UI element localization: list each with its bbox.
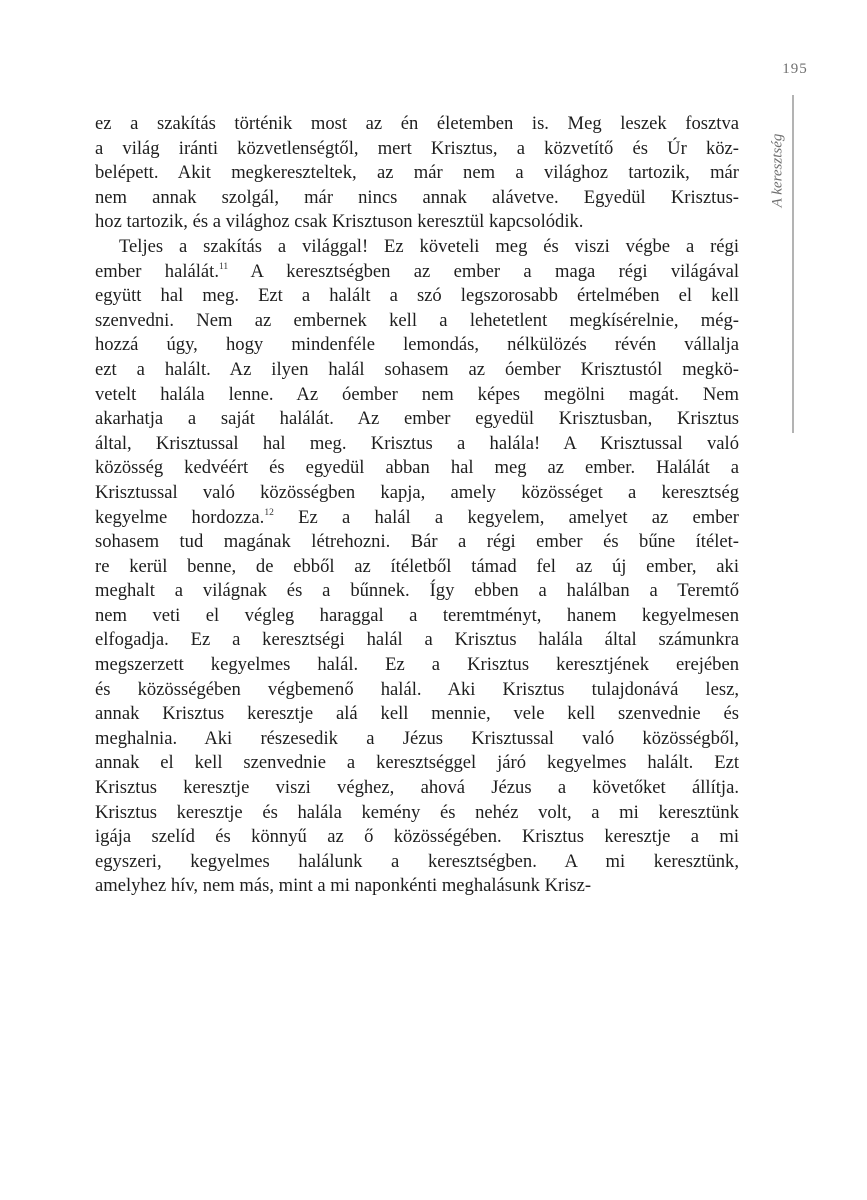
line-text: sohasem tud magának létrehozni. Bár a régi ember és bűne ítélet- <box>95 531 739 553</box>
text-line <box>95 751 739 776</box>
line-text: meghalnia. Aki részesedik a Jézus Krisztussal való közösségből, <box>95 727 739 749</box>
text-line <box>95 579 739 604</box>
text-line <box>95 678 739 703</box>
margin-rule <box>792 95 794 433</box>
line-text: annak Krisztus keresztje alá kell mennie, vele kell szenvednie és <box>95 703 739 725</box>
line-text: kegyelme hordozza. <box>95 506 265 528</box>
line-text: együtt hal meg. Ezt a halált a szó legszorosabb értelmében el kell <box>95 285 739 307</box>
line-text-continued: A keresztségben az ember a maga régi világával <box>228 260 739 282</box>
text-line <box>95 776 739 801</box>
line-text: által, Krisztussal hal meg. Krisztus a halála! A Krisztussal való <box>95 432 739 454</box>
line-text-continued: Ez a halál a kegyelem, amelyet az ember <box>273 506 739 528</box>
text-line <box>95 235 739 260</box>
line-text: és közösségében végbemenő halál. Aki Krisztus tulajdonává lesz, <box>95 678 739 700</box>
text-line <box>95 407 739 432</box>
text-line <box>95 555 739 580</box>
text-line <box>95 112 739 137</box>
text-line <box>95 161 739 186</box>
running-head-text: A keresztség <box>769 133 786 207</box>
line-text: ember halálát. <box>95 260 219 282</box>
text-line <box>95 284 739 309</box>
text-line <box>95 186 739 211</box>
line-text: hozzá úgy, hogy mindenféle lemondás, nélkülözés révén vállalja <box>95 334 739 356</box>
text-line <box>95 309 739 334</box>
line-text: meghalt a világnak és a bűnnek. Így ebben a halálban a Teremtő <box>95 580 739 602</box>
body-text <box>95 112 739 899</box>
text-line <box>95 432 739 457</box>
text-line <box>95 481 739 506</box>
footnote-marker: 11 <box>219 261 229 272</box>
line-text: ez a szakítás történik most az én életemben is. Meg leszek fosztva <box>95 113 739 134</box>
text-line <box>95 530 739 555</box>
text-line <box>95 333 739 358</box>
text-line <box>95 874 739 899</box>
text-line <box>95 137 739 162</box>
line-text: nem veti el végleg haraggal a teremtményt, hanem kegyelmesen <box>95 604 739 626</box>
line-text: Krisztus keresztje és halála kemény és nehéz volt, a mi keresztünk <box>95 801 739 823</box>
line-text: egyszeri, kegyelmes halálunk a keresztségben. A mi keresztünk, <box>95 850 739 872</box>
line-text: annak el kell szenvednie a keresztséggel járó kegyelmes halált. Ezt <box>95 752 739 774</box>
text-line <box>95 260 739 285</box>
line-text: Teljes a szakítás a világgal! Ez követeli meg és viszi végbe a régi <box>119 235 739 257</box>
page-number: 195 <box>782 61 808 77</box>
text-line <box>95 825 739 850</box>
line-text: re kerül benne, de ebből az ítéletből támad fel az új ember, aki <box>95 555 739 577</box>
line-text: Krisztus keresztje viszi véghez, ahová Jézus a követőket állítja. <box>95 777 739 799</box>
text-line <box>95 850 739 875</box>
text-line <box>95 702 739 727</box>
line-text: akarhatja a saját halálát. Az ember egyedül Krisztusban, Krisztus <box>95 408 739 430</box>
line-text: ezt a halált. Az ilyen halál sohasem az óember Krisztustól megkö- <box>95 358 739 380</box>
line-text: belépett. Akit megkereszteltek, az már nem a világhoz tartozik, már <box>95 162 739 184</box>
line-text: közösség kedvéért és egyedül abban hal meg az ember. Halálát a <box>95 457 739 479</box>
line-text: Krisztussal való közösségben kapja, amely közösséget a keresztség <box>95 481 739 503</box>
line-text: elfogadja. Ez a keresztségi halál a Krisztus halála által számunkra <box>95 629 739 651</box>
line-text: megszerzett kegyelmes halál. Ez a Krisztus keresztjének erejében <box>95 654 739 676</box>
text-line <box>95 456 739 481</box>
text-line <box>95 210 739 235</box>
line-text: hoz tartozik, és a világhoz csak Krisztuson keresztül kapcsolódik. <box>95 211 584 233</box>
footnote-marker: 12 <box>264 507 274 518</box>
text-line <box>95 604 739 629</box>
text-line <box>95 628 739 653</box>
line-text: amelyhez hív, nem más, mint a mi naponkénti meghalásunk Krisz- <box>95 875 592 897</box>
text-line <box>95 653 739 678</box>
line-text: nem annak szolgál, már nincs annak alávetve. Egyedül Krisztus- <box>95 186 739 208</box>
line-text: vetelt halála lenne. Az óember nem képes megölni magát. Nem <box>95 383 739 405</box>
text-line <box>95 801 739 826</box>
running-head <box>768 115 788 225</box>
text-line <box>95 358 739 383</box>
text-line <box>95 506 739 531</box>
text-line <box>95 383 739 408</box>
line-text: a világ iránti közvetlenségtől, mert Krisztus, a közvetítő és Úr köz- <box>95 137 739 159</box>
line-text: igája szelíd és könnyű az ő közösségében. Krisztus keresztje a mi <box>95 826 739 848</box>
line-text: szenvedni. Nem az embernek kell a lehetetlent megkísérelnie, még- <box>95 309 739 331</box>
text-line <box>95 727 739 752</box>
